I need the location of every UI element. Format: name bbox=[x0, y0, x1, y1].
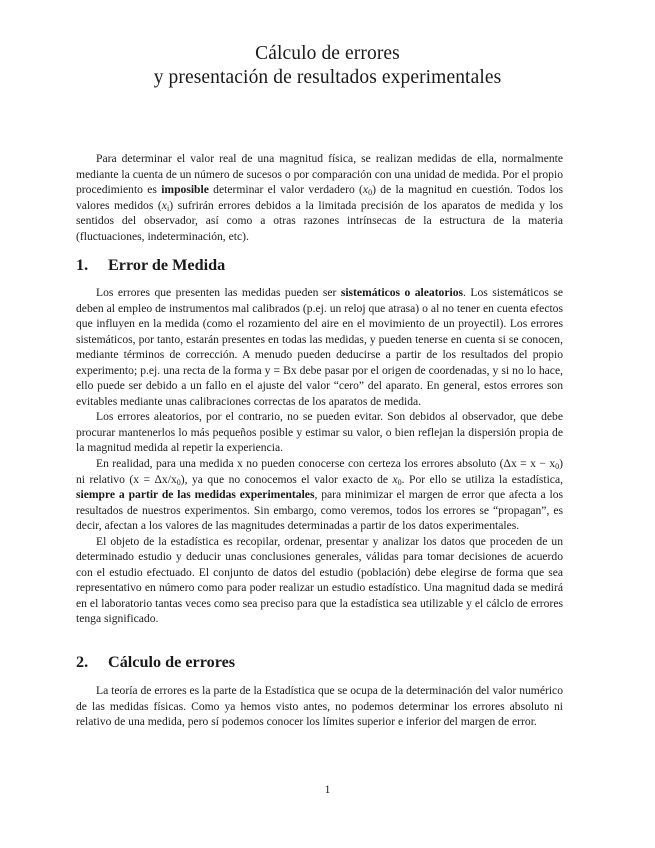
text-run: Los errores que presenten las medidas pueden ser bbox=[96, 286, 341, 299]
section-1-heading bbox=[76, 256, 225, 275]
text-run: . Por ello se utiliza la estadística, bbox=[401, 472, 563, 486]
text-run: Para determinar el valor real de una magnitud física, se realizan medidas de ella, normalmente mediante la cuenta de un número de sucesos o por comparación con una unidad de medida. Por el propio procedimiento es bbox=[76, 152, 563, 197]
paragraph: La teoría de errores es la parte de la Estadística que se ocupa de la determinación del valor numérico de las medidas físicas. Como ya hemos visto antes, no podemos determinar los errores absoluto ni relativo de una medida, pero sí podemos conocer los límites superior e inferior del margen de error. bbox=[76, 684, 563, 729]
math-var: x bbox=[161, 198, 167, 212]
subscript: 0 bbox=[555, 462, 560, 472]
subscript: 0 bbox=[397, 477, 402, 487]
subscript: 0 bbox=[368, 188, 373, 198]
paragraph bbox=[76, 285, 563, 409]
text-run: ) sufrirán errores debidos a la limitada precisión de los aparatos de medida y los sentidos del observador, así como a otras razones intrínsecas de la estructura de la materia (fluctuaciones, indeterminación, etc). bbox=[76, 198, 563, 243]
document-title bbox=[0, 42, 655, 90]
section-2-body bbox=[76, 683, 563, 730]
paragraph bbox=[76, 456, 563, 534]
paragraph: El objeto de la estadística es recopilar, ordenar, presentar y analizar los datos que proceden de un determinado estudio y deducir unas conclusiones generales, válidas para tomar decisiones de acuerdo con el estudio efectuado. El conjunto de datos del estudio (población) debe elegirse de forma que sea representativo en número como para poder realizar un estudio estadístico. Una magnitud dada se medirá en el laboratorio tantas veces como sea preciso para que la estadística sea utilizable y el cálclo de errores tenga significado. bbox=[76, 534, 563, 626]
section-title: Cálculo de errores bbox=[108, 653, 236, 671]
text-run: ) ni relativo (x = Δx/x bbox=[76, 457, 563, 486]
intro-paragraph bbox=[76, 151, 563, 244]
math-var: x bbox=[392, 472, 398, 486]
bold-text: sistemáticos o aleatorios bbox=[340, 286, 464, 299]
subscript: 0 bbox=[176, 477, 181, 487]
text-run: En realidad, para una medida x no pueden conocerse con certeza los errores absoluto (Δx = x − x bbox=[96, 457, 556, 471]
title-line-2: y presentación de resultados experimentales bbox=[153, 67, 502, 88]
text-run: ) de la magnitud en cuestión. Todos los valores medidos ( bbox=[76, 183, 564, 212]
section-title: Error de Medida bbox=[108, 256, 226, 274]
section-number: 1. bbox=[76, 256, 89, 274]
paragraph: Los errores aleatorios, por el contrario, no se pueden evitar. Son debidos al observador, que debe procurar mantenerlos lo más pequeños posible y estimar su valor, o bien reflejan la dispersión propia de la magnitud medida al repetir la experiencia. bbox=[76, 410, 563, 455]
text-run: determinar el valor verdadero ( bbox=[208, 183, 363, 197]
text-run: ), ya que no conocemos el valor exacto de bbox=[180, 472, 393, 486]
section-1-body bbox=[76, 285, 563, 627]
page-number: 1 bbox=[324, 783, 331, 796]
title-line-1: Cálculo de errores bbox=[255, 43, 400, 64]
bold-text: imposible bbox=[161, 183, 209, 197]
math-var: x bbox=[362, 183, 369, 197]
bold-text: siempre a partir de las medidas experimentales bbox=[76, 488, 315, 502]
text-run: . Los sistemáticos se deben al empleo de instrumentos mal calibrados (p.ej. un reloj que atrasa) o al no tener en cuenta efectos que influyen en la medida (como el rozamiento del aire en el movimiento de un proyectil). Los errores sistemáticos, por tanto, estarán presentes en todas las medidas, y pueden tenerse en cuenta si se conocen, mediante términos de corrección. A menudo pueden deducirse a partir de los resultados del propio experimento; p.ej. una recta de la forma y = Bx debe pasar por el origen de coordenadas, y si no lo hace, ello puede ser debido a un fallo en el ajuste del valor “cero” del aparato. En general, estos errores son evitables mediante unas calibraciones correctas de los aparatos de medida. bbox=[76, 286, 563, 408]
section-2-heading bbox=[76, 653, 235, 672]
intro-section bbox=[76, 151, 563, 244]
text-run: , para minimizar el margen de error que afecta a los resultados de nuestros experimentos. Sin embargo, como veremos, todos los errores se “propagan”, es decir, afectan a los valores de las magnitudes determinadas a partir de los datos experimentales. bbox=[76, 488, 563, 533]
subscript: i bbox=[166, 203, 170, 213]
section-number: 2. bbox=[76, 653, 89, 671]
